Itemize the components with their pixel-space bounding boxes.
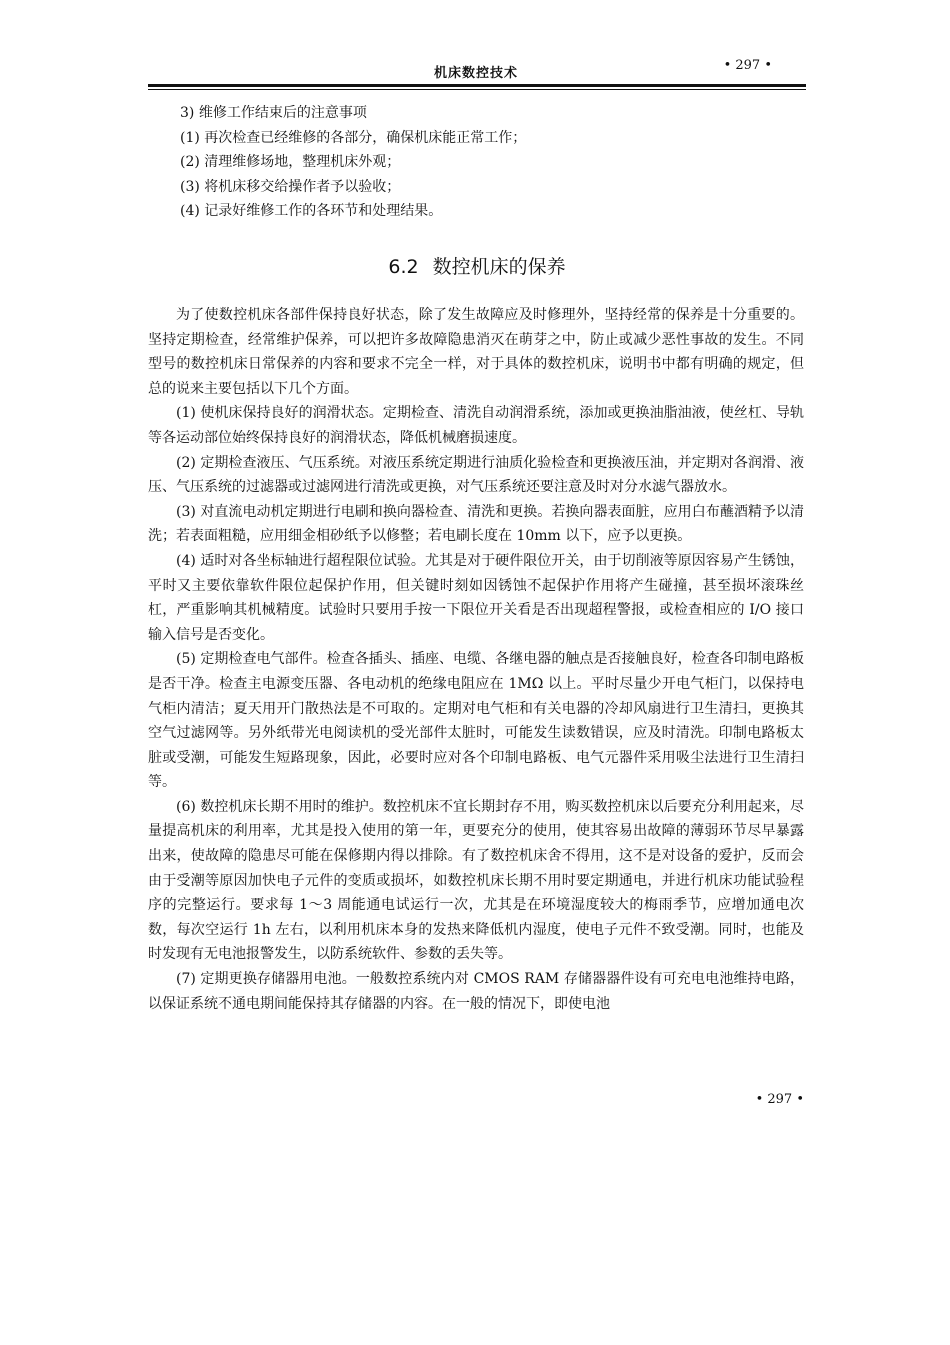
paragraph-item-7: (7) 定期更换存储器用电池。一般数控系统内对 CMOS RAM 存储器器件设有可充电电池维持电路，以保证系统不通电期间能保持其存储器的内容。在一般的情况下，即使电池: [148, 971, 804, 1012]
paragraph-item-5: (5) 定期检查电气部件。检查各插头、插座、电缆、各继电器的触点是否接触良好，检查各印制电路板是否干净。检查主电源变压器、各电动机的绝缘电阻应在 1MΩ 以上。平时尽量少开电气柜门，以保持电气柜内清洁；夏天用开门散热法是不可取的。定期对电气柜和有关电器的冷却风扇进行卫生清扫，更换其空气过滤网等。另外纸带光电阅读机的受光部件太脏时，可能发生读数错误，应及时清洗。印制电路板太脏或受潮，可能发生短路现象，因此，必要时应对各个印制电路板、电气元器件采用吸尘法进行卫生清扫等。: [148, 651, 804, 791]
notes-title: 3) 维修工作结束后的注意事项: [180, 105, 367, 121]
section-body: [148, 303, 804, 1016]
maintenance-notes: [180, 101, 800, 224]
notes-item: (2) 清理维修场地，整理机床外观；: [180, 154, 401, 170]
section-title: 数控机床的保养: [432, 256, 566, 278]
section-number: 6.2: [388, 256, 419, 278]
paragraph-item-2: (2) 定期检查液压、气压系统。对液压系统定期进行油质化验检查和更换液压油，并定期对各润滑、液压、气压系统的过滤器或过滤网进行清洗或更换，对气压系统还要注意及时对分水滤气器放水。: [148, 454, 804, 496]
paragraph-item-6: (6) 数控机床长期不用时的维护。数控机床不宜长期封存不用，购买数控机床以后要充分利用起来，尽量提高机床的利用率，尤其是投入使用的第一年，更要充分的使用，使其容易出故障的薄弱环节尽早暴露出来，使故障的隐患尽可能在保修期内得以排除。有了数控机床舍不得用，这不是对设备的爱护，反而会由于受潮等原因加快电子元件的变质或损坏，如数控机床长期不用时要定期通电，并进行机床功能试验程序的完整运行。要求每 1～3 周能通电试运行一次，尤其是在环境湿度较大的梅雨季节，应增加通电次数，每次空运行 1h 左右，以利用机床本身的发热来降低机内湿度，使电子元件不致受潮。同时，也能及时发现有无电池报警发生，以防系统软件、参数的丢失等。: [148, 798, 804, 963]
section-heading: [148, 252, 806, 279]
header-rule-thin: [148, 89, 806, 90]
page-header: [148, 58, 804, 84]
paragraph-item-1: (1) 使机床保持良好的润滑状态。定期检查、清洗自动润滑系统，添加或更换油脂油液，使丝杠、导轨等各运动部位始终保持良好的润滑状态，降低机械磨损速度。: [148, 405, 804, 446]
notes-item: (3) 将机床移交给操作者予以验收；: [180, 178, 401, 195]
notes-item: (4) 记录好维修工作的各环节和处理结果。: [180, 203, 443, 219]
paragraph-intro: 为了使数控机床各部件保持良好状态，除了发生故障应及时修理外，坚持经常的保养是十分重要的。坚持定期检查，经常维护保养，可以把许多故障隐患消灭在萌芽之中，防止或减少恶性事故的发生。不同型号的数控机床日常保养的内容和要求不完全一样，对于具体的数控机床，说明书中都有明确的规定，但总的说来主要包括以下几个方面。: [148, 307, 804, 397]
paragraph-item-4: (4) 适时对各坐标轴进行超程限位试验。尤其是对于硬件限位开关，由于切削液等原因容易产生锈蚀，平时又主要依靠软件限位起保护作用，但关键时刻如因锈蚀不起保护作用将产生碰撞，甚至损坏滚珠丝杠，严重影响其机械精度。试验时只要用手按一下限位开关看是否出现超程警报，或检查相应的 I/O 接口输入信号是否变化。: [148, 552, 804, 643]
running-title: 机床数控技术: [433, 66, 518, 81]
header-page-number: • 297 •: [723, 58, 772, 73]
header-rule-thick: [148, 84, 806, 87]
notes-item: (1) 再次检查已经维修的各部分，确保机床能正常工作；: [180, 129, 527, 146]
footer-page-number: • 297 •: [755, 1092, 804, 1107]
paragraph-item-3: (3) 对直流电动机定期进行电刷和换向器检查、清洗和更换。若换向器表面脏，应用白布蘸酒精予以清洗；若表面粗糙，应用细金相砂纸予以修整；若电刷长度在 10mm 以下，应予以更换。: [148, 503, 804, 545]
